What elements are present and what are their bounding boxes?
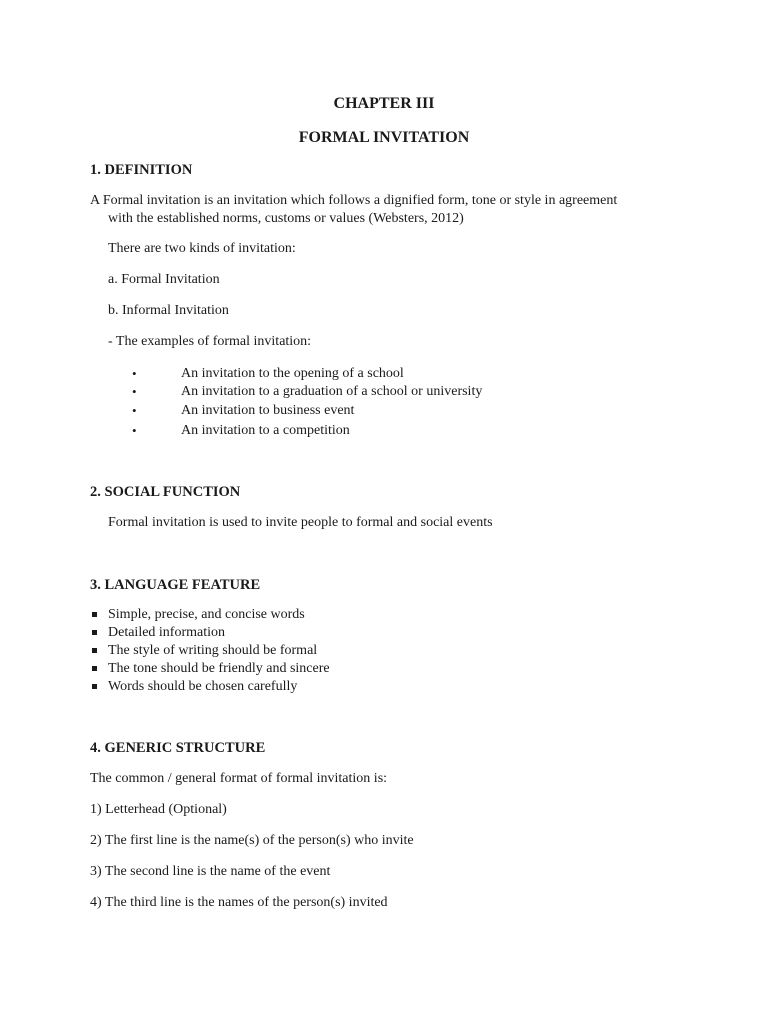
section-heading-definition: 1. DEFINITION xyxy=(90,162,193,178)
kinds-intro: There are two kinds of invitation: xyxy=(108,241,296,256)
section-heading-language-feature: 3. LANGUAGE FEATURE xyxy=(90,577,261,593)
kind-formal: a. Formal Invitation xyxy=(108,272,220,287)
list-item: Simple, precise, and concise words xyxy=(108,607,305,622)
list-item: An invitation to business event xyxy=(181,403,355,418)
square-bullet xyxy=(92,684,97,689)
list-item: The style of writing should be formal xyxy=(108,643,318,658)
round-bullet: • xyxy=(132,423,137,438)
structure-step: 4) The third line is the names of the person(s) invited xyxy=(90,895,388,910)
structure-step: 1) Letterhead (Optional) xyxy=(90,802,227,817)
section-heading-generic-structure: 4. GENERIC STRUCTURE xyxy=(90,740,266,756)
kind-informal: b. Informal Invitation xyxy=(108,303,229,318)
list-item: Words should be chosen carefully xyxy=(108,679,298,694)
round-bullet: • xyxy=(132,384,137,399)
definition-paragraph-line-1: A Formal invitation is an invitation which follows a dignified form, tone or style in agreement xyxy=(90,193,618,208)
round-bullet: • xyxy=(132,366,137,381)
list-item: The tone should be friendly and sincere xyxy=(108,661,330,676)
list-item: Detailed information xyxy=(108,625,226,640)
list-item: An invitation to the opening of a school xyxy=(181,366,404,381)
structure-step: 2) The first line is the name(s) of the person(s) who invite xyxy=(90,833,414,848)
square-bullet xyxy=(92,630,97,635)
section-heading-social-function: 2. SOCIAL FUNCTION xyxy=(90,484,241,500)
square-bullet xyxy=(92,648,97,653)
structure-step: 3) The second line is the name of the event xyxy=(90,864,331,879)
social-function-text: Formal invitation is used to invite people to formal and social events xyxy=(108,515,493,530)
generic-structure-intro: The common / general format of formal invitation is: xyxy=(90,771,388,786)
examples-intro: - The examples of formal invitation: xyxy=(108,334,312,349)
square-bullet xyxy=(92,612,97,617)
list-item: An invitation to a graduation of a school or university xyxy=(181,384,483,399)
square-bullet xyxy=(92,666,97,671)
round-bullet: • xyxy=(132,403,137,418)
document-title: FORMAL INVITATION xyxy=(298,129,470,146)
definition-paragraph-line-2: with the established norms, customs or values (Websters, 2012) xyxy=(108,211,464,226)
list-item: An invitation to a competition xyxy=(181,423,350,438)
chapter-heading: CHAPTER III xyxy=(333,95,435,112)
